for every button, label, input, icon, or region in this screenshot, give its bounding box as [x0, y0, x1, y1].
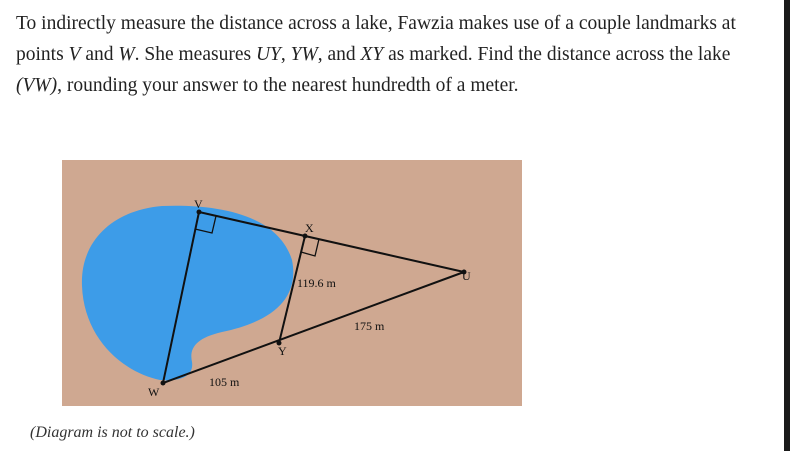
- point-v-var: V: [68, 44, 81, 65]
- segment-uy-var: UY: [255, 44, 281, 65]
- problem-text-part: . She measures: [134, 44, 256, 65]
- lake-diagram: [62, 160, 522, 406]
- problem-text-part: To indirectly measure the distance across a lake, Fawzia makes use of a couple landmarks at points: [16, 13, 736, 65]
- label-y: Y: [278, 344, 287, 358]
- label-v: V: [194, 197, 203, 211]
- problem-text-part: as marked. Find the distance across the lake: [383, 44, 731, 65]
- problem-text: [16, 8, 756, 101]
- problem-text-part: ,: [280, 44, 291, 65]
- measure-xy: 119.6 m: [297, 276, 336, 290]
- label-x: X: [305, 221, 314, 235]
- segment-xy-var: XY: [360, 44, 384, 65]
- label-u: U: [462, 269, 471, 283]
- scrollbar[interactable]: [774, 0, 800, 451]
- segment-yw-var: YW: [290, 44, 318, 65]
- problem-text-part: , rounding your answer to the nearest hundredth of a meter.: [57, 75, 519, 96]
- measure-yu: 175 m: [354, 319, 385, 333]
- scrollbar-thumb[interactable]: [784, 0, 790, 451]
- measure-yw: 105 m: [209, 375, 240, 389]
- segment-vw-var: (VW): [16, 75, 58, 96]
- label-w: W: [148, 385, 160, 399]
- point-w-var: W: [118, 44, 135, 65]
- problem-text-part: and: [80, 44, 119, 65]
- problem-text-part: , and: [317, 44, 361, 65]
- point-w: [161, 381, 166, 386]
- diagram-caption: (Diagram is not to scale.): [30, 424, 195, 441]
